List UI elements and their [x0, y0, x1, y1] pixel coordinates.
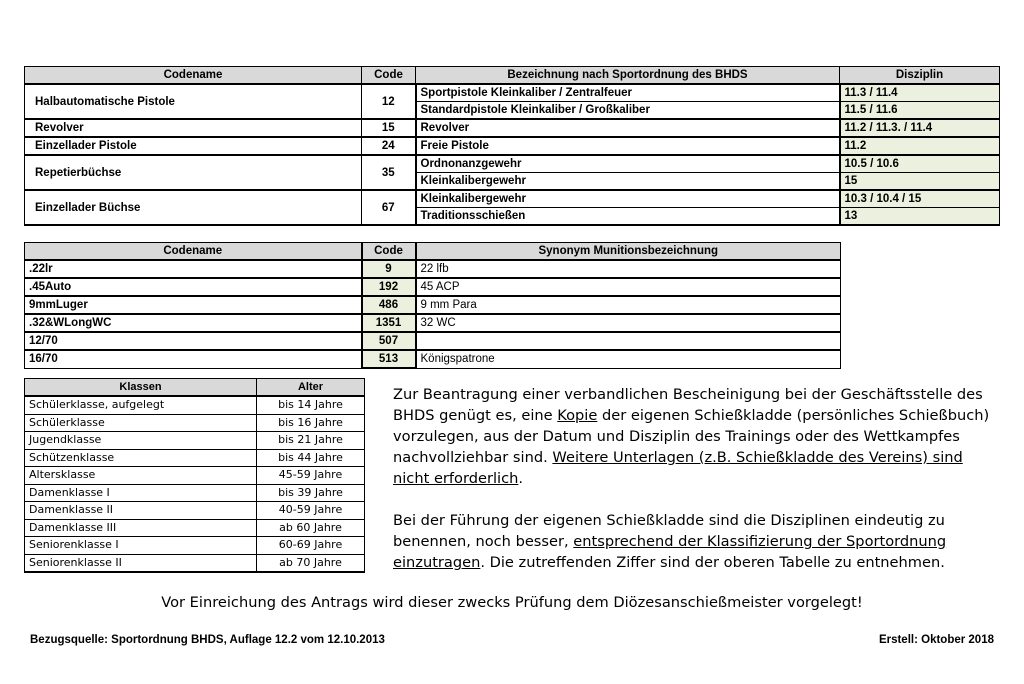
code-cell: 12: [362, 84, 416, 119]
codename-cell: 9mmLuger: [25, 296, 362, 314]
info-paragraph-2: [393, 510, 993, 573]
codename-cell: 12/70: [25, 332, 362, 350]
table-row: [25, 278, 841, 296]
klasse-cell: Jugendklasse: [25, 432, 257, 450]
bezeichnung-cell: Ordnonanzgewehr: [416, 155, 840, 173]
codename-cell: Halbautomatische Pistole: [25, 84, 362, 119]
bezeichnung-cell: Freie Pistole: [416, 137, 840, 155]
klasse-cell: Schützenklasse: [25, 449, 257, 467]
synonym-cell: Königspatrone: [416, 350, 841, 368]
para1-underlined: Weitere Unterlagen (z.B. Schießkladde des Vereins) sind nicht erforderlich: [393, 449, 963, 487]
table-header-row: [25, 67, 1000, 85]
codename-cell: Einzellader Büchse: [25, 190, 362, 225]
code-cell: 15: [362, 119, 416, 137]
header-disziplin: Disziplin: [840, 67, 1000, 85]
alter-cell: bis 39 Jahre: [257, 484, 365, 502]
disziplin-cell: 10.5 / 10.6: [840, 155, 1000, 173]
header-alter: Alter: [257, 379, 365, 397]
alter-cell: bis 16 Jahre: [257, 414, 365, 432]
code-cell: 67: [362, 190, 416, 225]
table-row: [25, 449, 365, 467]
alter-cell: 45-59 Jahre: [257, 467, 365, 485]
table-row: [25, 537, 365, 555]
table-row: [25, 84, 1000, 102]
table-row: [25, 414, 365, 432]
table-row: [25, 554, 365, 572]
code-cell: 486: [362, 296, 416, 314]
table-row: [25, 119, 1000, 137]
para2-text-b: . Die zutreffenden Ziffer sind der oberen Tabelle zu entnehmen.: [480, 554, 945, 571]
bezeichnung-cell: Standardpistole Kleinkaliber / Großkaliber: [416, 102, 840, 120]
table-row: [25, 260, 841, 278]
alter-cell: bis 21 Jahre: [257, 432, 365, 450]
para2-text-a: Bei der Führung der eigenen Schießkladde sind die Disziplinen eindeutig zu benennen, noch besser,: [393, 512, 945, 550]
synonym-cell: 9 mm Para: [416, 296, 841, 314]
table-row: [25, 296, 841, 314]
table-row: [25, 137, 1000, 155]
table-row: [25, 484, 365, 502]
para1-text-a: Zur Beantragung einer verbandlichen Bescheinigung bei der Geschäftsstelle des BHDS genügt es, eine: [393, 386, 983, 424]
disziplin-cell: 11.3 / 11.4: [840, 84, 1000, 102]
table-row: [25, 467, 365, 485]
header-klassen: Klassen: [25, 379, 257, 397]
ammunition-table: [24, 242, 841, 369]
synonym-cell: 32 WC: [416, 314, 841, 332]
codename-cell: .22lr: [25, 260, 362, 278]
alter-cell: bis 44 Jahre: [257, 449, 365, 467]
klasse-cell: Seniorenklasse I: [25, 537, 257, 555]
table-row: [25, 350, 841, 368]
code-cell: 1351: [362, 314, 416, 332]
table-row: [25, 332, 841, 350]
alter-cell: 60-69 Jahre: [257, 537, 365, 555]
table-row: [25, 314, 841, 332]
table-row: [25, 155, 1000, 173]
codename-cell: Revolver: [25, 119, 362, 137]
codename-cell: .32&WLongWC: [25, 314, 362, 332]
disziplin-cell: 11.2: [840, 137, 1000, 155]
code-cell: 35: [362, 155, 416, 190]
table-row: [25, 190, 1000, 208]
bezeichnung-cell: Sportpistole Kleinkaliber / Zentralfeuer: [416, 84, 840, 102]
code-cell: 9: [362, 260, 416, 278]
klasse-cell: Schülerklasse: [25, 414, 257, 432]
header-code: Code: [362, 243, 416, 261]
bezeichnung-cell: Kleinkalibergewehr: [416, 190, 840, 208]
table-row: [25, 519, 365, 537]
para2-underlined: entsprechend der Klassifizierung der Sportordnung einzutragen: [393, 533, 947, 571]
table-header-row: [25, 243, 841, 261]
bezeichnung-cell: Revolver: [416, 119, 840, 137]
klasse-cell: Damenklasse III: [25, 519, 257, 537]
alter-cell: ab 60 Jahre: [257, 519, 365, 537]
discipline-table: [24, 66, 1000, 226]
alter-cell: ab 70 Jahre: [257, 554, 365, 572]
header-code: Code: [362, 67, 416, 85]
header-bezeichnung: Bezeichnung nach Sportordnung des BHDS: [416, 67, 840, 85]
disziplin-cell: 10.3 / 10.4 / 15: [840, 190, 1000, 208]
klasse-cell: Seniorenklasse II: [25, 554, 257, 572]
codename-cell: .45Auto: [25, 278, 362, 296]
bezeichnung-cell: Traditionsschießen: [416, 208, 840, 226]
created-date: Erstell: Oktober 2018: [878, 634, 994, 646]
para1-text-c: .: [518, 470, 523, 487]
header-synonym: Synonym Munitionsbezeichnung: [416, 243, 841, 261]
table-header-row: [25, 379, 365, 397]
code-cell: 513: [362, 350, 416, 368]
para1-kopie: Kopie: [557, 407, 598, 424]
synonym-cell: 45 ACP: [416, 278, 841, 296]
bezeichnung-cell: Kleinkalibergewehr: [416, 173, 840, 191]
disziplin-cell: 15: [840, 173, 1000, 191]
classes-table: [24, 378, 365, 573]
para1-text-b: der eigenen Schießkladde (persönliches Schießbuch) vorzulegen, aus der Datum und Disziplin des Trainings oder des Wettkampfes nachvollziehbar sind.: [393, 407, 990, 466]
disziplin-cell: 11.2 / 11.3. / 11.4: [840, 119, 1000, 137]
klasse-cell: Damenklasse II: [25, 502, 257, 520]
table-row: [25, 502, 365, 520]
header-codename: Codename: [25, 243, 362, 261]
disziplin-cell: 11.5 / 11.6: [840, 102, 1000, 120]
codename-cell: 16/70: [25, 350, 362, 368]
source-note: Bezugsquelle: Sportordnung BHDS, Auflage 12.2 vom 12.10.2013: [30, 634, 385, 646]
table-row: [25, 432, 365, 450]
center-note: Vor Einreichung des Antrags wird dieser zwecks Prüfung dem Diözesanschießmeister vorgelegt!: [161, 594, 863, 611]
disziplin-cell: 13: [840, 208, 1000, 226]
code-cell: 507: [362, 332, 416, 350]
codename-cell: Repetierbüchse: [25, 155, 362, 190]
synonym-cell: 22 lfb: [416, 260, 841, 278]
klasse-cell: Altersklasse: [25, 467, 257, 485]
header-codename: Codename: [25, 67, 362, 85]
codename-cell: Einzellader Pistole: [25, 137, 362, 155]
info-paragraph-1: [393, 384, 993, 489]
alter-cell: bis 14 Jahre: [257, 396, 365, 414]
klasse-cell: Damenklasse I: [25, 484, 257, 502]
code-cell: 24: [362, 137, 416, 155]
synonym-cell: [416, 332, 841, 350]
klasse-cell: Schülerklasse, aufgelegt: [25, 396, 257, 414]
code-cell: 192: [362, 278, 416, 296]
table-row: [25, 396, 365, 414]
alter-cell: 40-59 Jahre: [257, 502, 365, 520]
